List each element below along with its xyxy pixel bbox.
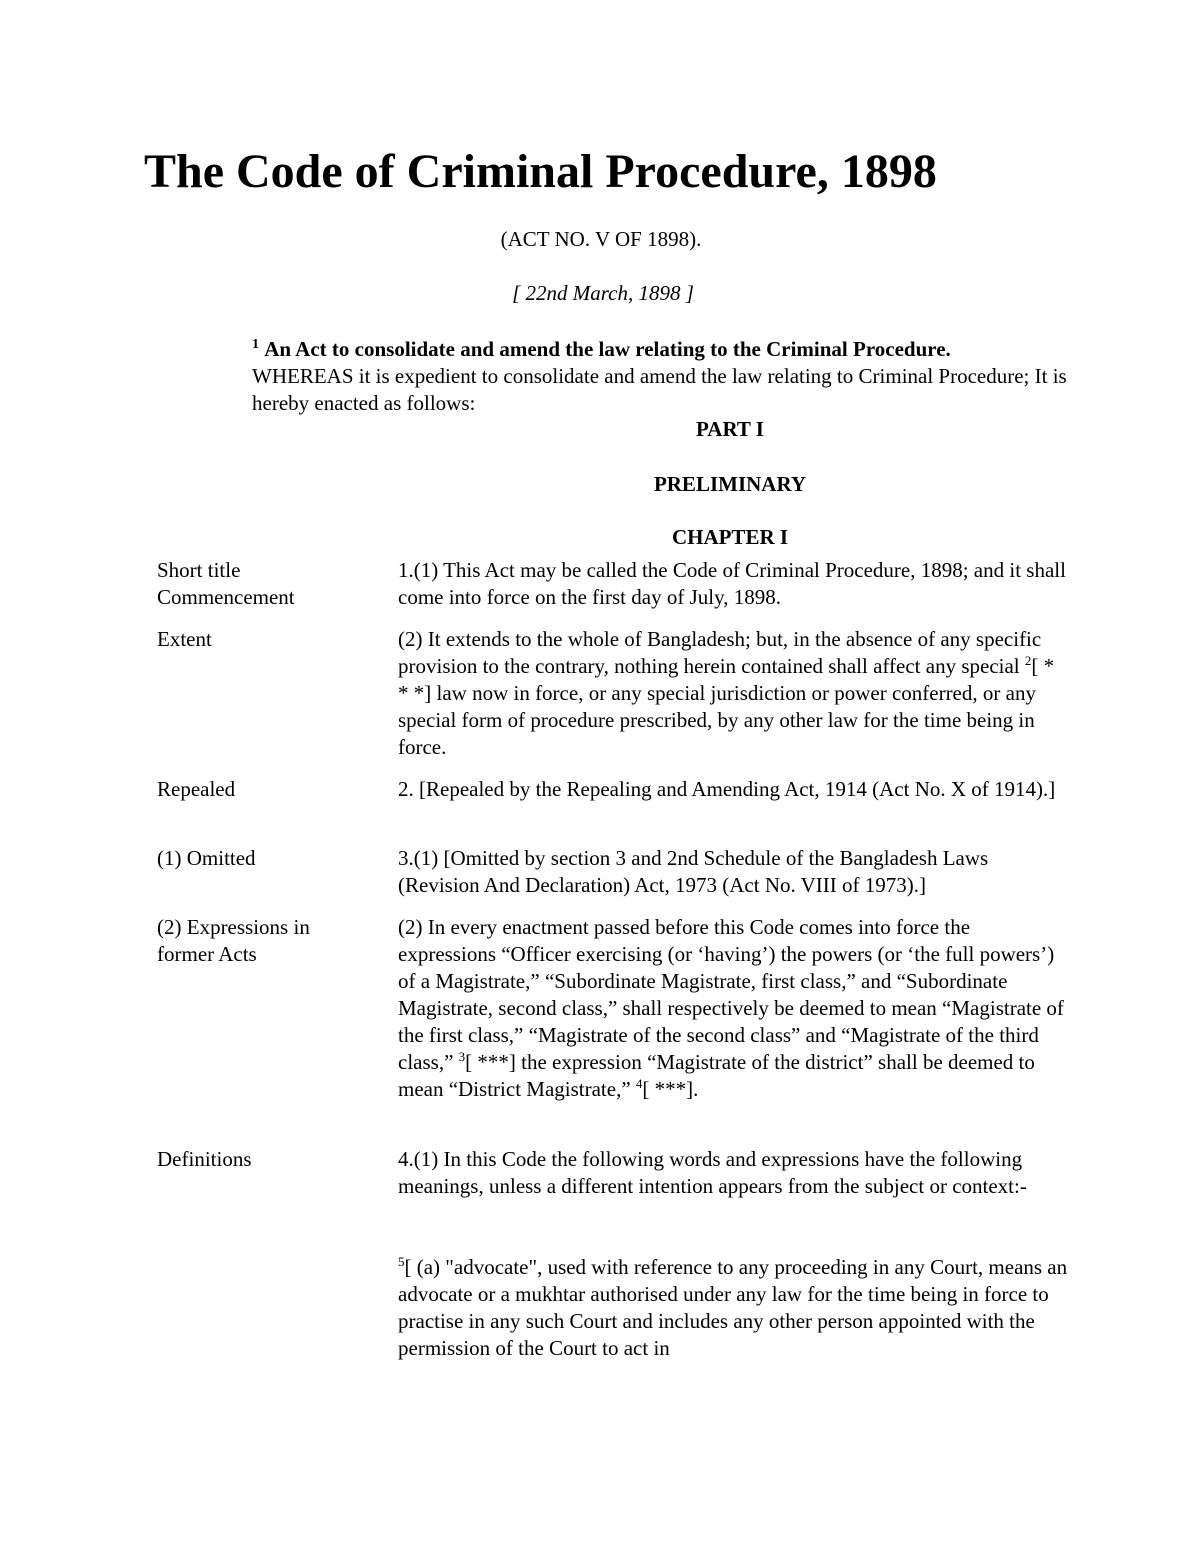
margin-note: Repealed xyxy=(157,777,236,801)
section-text: 1.(1) This Act may be called the Code of Criminal Procedure, 1898; and it shall come into force on the first day of July, 1898. xyxy=(398,558,1066,609)
margin-note: (2) Expressions in former Acts xyxy=(157,915,310,966)
margin-note: (1) Omitted xyxy=(157,846,256,870)
text-part: [ (a) "advocate", used with reference to any proceeding in any Court, means an advocate or a mukhtar authorised under any law for the time being in force to practise in any such Court and includes any other person appointed with the permission of the Court to act in xyxy=(398,1255,1068,1360)
margin-note-commencement: Commencement xyxy=(157,585,295,609)
footnote-marker: 1 xyxy=(252,337,259,352)
part-title: PRELIMINARY xyxy=(653,472,807,496)
section-text xyxy=(398,914,1068,1103)
section-text: 3.(1) [Omitted by section 3 and 2nd Schedule of the Bangladesh Laws (Revision And Declaration) Act, 1973 (Act No. VIII of 1973).] xyxy=(398,846,989,897)
enactment-date: [ 22nd March, 1898 ] xyxy=(512,281,694,305)
chapter-heading: CHAPTER I xyxy=(671,525,789,549)
text-part: (2) In every enactment passed before this Code comes into force the expressions “Officer exercising (or ‘having’) the powers (or ‘the full powers’) of a Magistrate,” “Subordinate Magistrate, first class,” and “Subordinate Magistrate, second class,” shall respectively be deemed to mean “Magistrate of the first class,” “Magistrate of the second class” and “Magistrate of the third class,” xyxy=(398,915,1064,1074)
section-text xyxy=(398,626,1068,761)
footnote-marker: 5 xyxy=(398,1254,405,1269)
footnote-marker: 3 xyxy=(458,1049,466,1064)
text-part: (2) It extends to the whole of Bangladesh; but, in the absence of any specific provision to the contrary, nothing herein contained shall affect any special xyxy=(398,627,1042,678)
text-part: [ * * *] law now in force, or any special jurisdiction or power conferred, or any special form of procedure prescribed, by any other law for the time being in force. xyxy=(398,654,1055,759)
text-part: [ ***]. xyxy=(642,1077,699,1101)
preamble-text: WHEREAS it is expedient to consolidate and amend the law relating to Criminal Procedure; It is hereby enacted as follows: xyxy=(252,364,1067,415)
long-title: An Act to consolidate and amend the law relating to the Criminal Procedure. xyxy=(264,337,951,361)
footnote-marker: 4 xyxy=(635,1076,643,1091)
margin-note xyxy=(157,557,377,611)
section-text: 2. [Repealed by the Repealing and Amending Act, 1914 (Act No. X of 1914).] xyxy=(398,777,1056,801)
preamble xyxy=(252,336,1072,417)
margin-note: Definitions xyxy=(157,1147,252,1171)
part-heading: PART I xyxy=(696,417,764,441)
act-number: (ACT NO. V OF 1898). xyxy=(500,227,702,251)
margin-note: Extent xyxy=(157,627,212,651)
section-text xyxy=(398,1254,1068,1362)
document-title: The Code of Criminal Procedure, 1898 xyxy=(144,145,937,198)
footnote-marker: 2 xyxy=(1024,653,1032,668)
margin-note-short-title: Short title xyxy=(157,558,241,582)
text-part: [ ***] the expression “Magistrate of the district” shall be deemed to mean “District Magistrate,” xyxy=(398,1050,1035,1101)
section-text: 4.(1) In this Code the following words and expressions have the following meanings, unless a different intention appears from the subject or context:- xyxy=(398,1147,1027,1198)
